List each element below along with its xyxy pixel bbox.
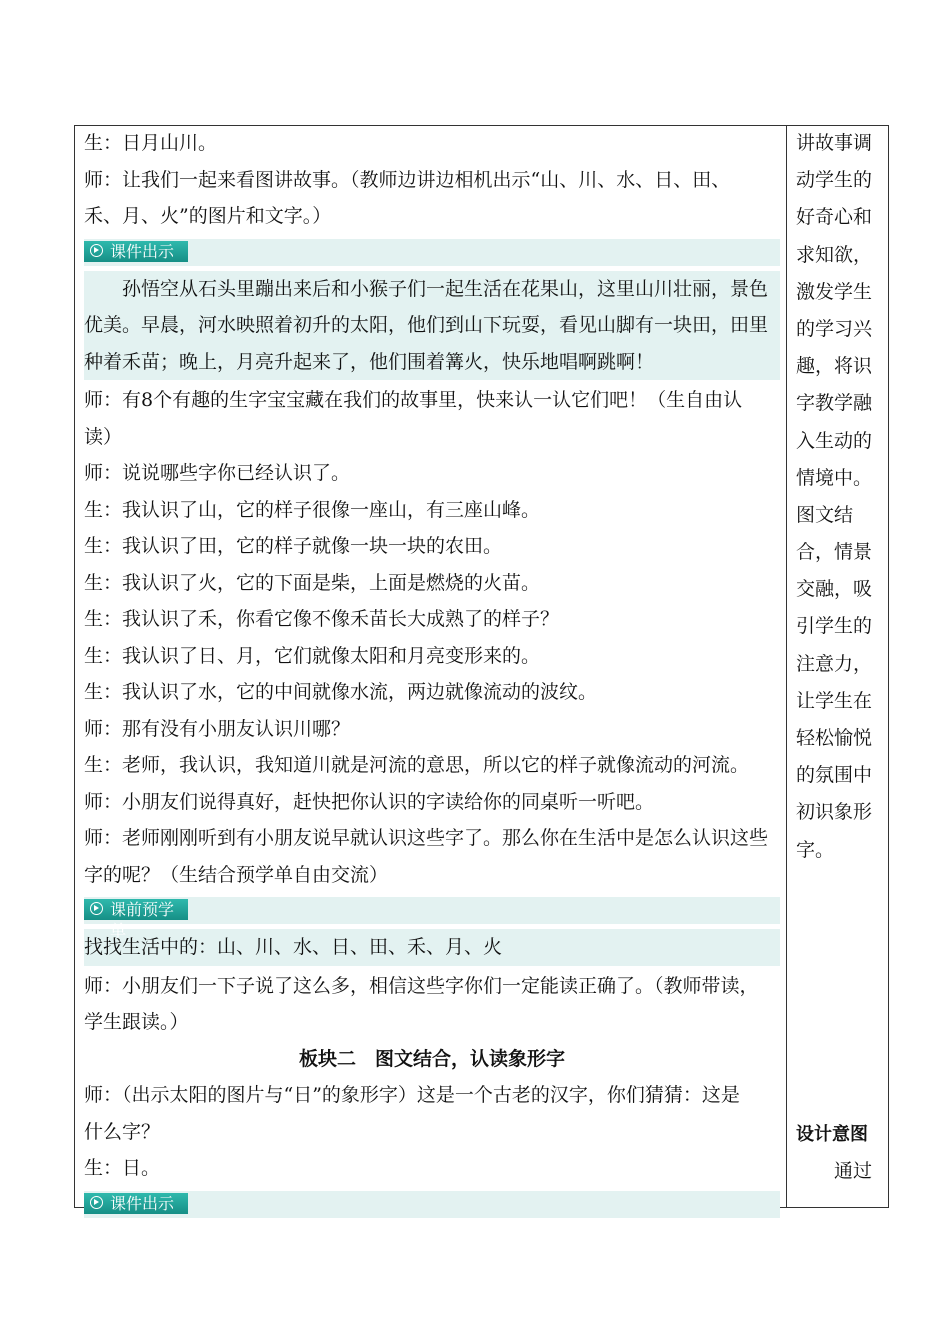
preview-sheet-tag [84, 899, 188, 940]
column-divider [786, 125, 787, 1208]
text-line: 生：日月山川。 [84, 132, 218, 154]
text-line: 师：（出示太阳的图片与“日”的象形字）这是一个古老的汉字，你们猜猜：这是 [84, 1084, 740, 1106]
side-line: 注意力， [796, 652, 873, 675]
side-line: 激发学生 [796, 280, 873, 303]
text-line: 师：让我们一起来看图讲故事。（教师边讲边相机出示“山、川、水、日、田、 [84, 168, 731, 191]
dialogue-block-4 [84, 1077, 780, 1187]
courseware-header [84, 239, 780, 266]
side-line: 引学生的 [796, 615, 873, 638]
side-line: 图文结 [796, 503, 854, 526]
courseware-tag [84, 1193, 188, 1214]
side-line: 通过 [834, 1160, 873, 1182]
text-line: 师：小朋友们一下子说了这么多，相信这些字你们一定能读正确了。（教师带读， [84, 974, 759, 997]
text-line: 师：那有没有小朋友认识川哪？ [84, 717, 351, 740]
story-box [84, 271, 780, 381]
side-line: 入生动的 [796, 429, 873, 452]
courseware-tag [84, 241, 188, 262]
dialogue-block-2 [84, 382, 780, 893]
design-intent-title: 设计意图 [796, 1124, 868, 1145]
preview-box [84, 929, 780, 966]
text-line: 生：我认识了山，它的样子很像一座山，有三座山峰。 [84, 498, 541, 521]
side-line: 字教学融 [796, 392, 873, 415]
dialogue-block-3 [84, 968, 780, 1041]
side-line: 求知欲， [796, 243, 873, 266]
side-line: 让学生在 [796, 689, 873, 712]
text-line: 学生跟读。） [84, 1011, 189, 1033]
courseware-header [84, 1191, 780, 1218]
side-line: 讲故事调 [796, 132, 873, 154]
text-line: 师：小朋友们说得真好，赶快把你认识的字读给你的同桌听一听吧。 [84, 790, 655, 813]
preview-line: 找找生活中的：山、川、水、日、田、禾、月、火 [84, 936, 503, 958]
text-line: 生：我认识了水，它的中间就像水流，两边就像流动的波纹。 [84, 681, 598, 703]
text-line: 什么字？ [84, 1120, 161, 1143]
tag-label: 课件出示 [110, 1193, 175, 1213]
main-column [84, 125, 780, 1223]
side-line: 趣，将识 [796, 355, 873, 378]
tag-label: 课前预学单 [110, 900, 175, 940]
text-line: 读） [84, 425, 123, 448]
text-line: 生：我认识了日、月，它们就像太阳和月亮变形来的。 [84, 644, 541, 667]
side-line: 合，情景 [796, 541, 873, 564]
text-line: 字的呢？（生结合预学单自由交流） [84, 863, 389, 886]
play-icon [90, 1196, 103, 1209]
text-line: 禾、月、火”的图片和文字。） [84, 205, 332, 227]
dialogue-block-1 [84, 125, 780, 235]
text-line: 生：老师，我认识，我知道川就是河流的意思，所以它的样子就像流动的河流。 [84, 754, 750, 776]
text-line: 师：老师刚刚听到有小朋友说早就认识这些字了。那么你在生活中是怎么认识这些 [84, 827, 769, 849]
play-icon [90, 244, 103, 257]
tag-label: 课件出示 [110, 241, 175, 261]
play-icon [90, 902, 103, 915]
text-line: 生：日。 [84, 1157, 161, 1179]
section-title: 板块二 图文结合，认读象形字 [298, 1047, 565, 1070]
text-line: 生：我认识了田，它的样子就像一块一块的农田。 [84, 535, 503, 557]
story-line: 优美。早晨，河水映照着初升的太阳，他们到山下玩耍，看见山脚有一块田，田里 [84, 314, 769, 336]
side-line: 情境中。 [796, 466, 873, 489]
text-line: 生：我认识了禾，你看它像不像禾苗长大成熟了的样子？ [84, 608, 560, 630]
story-line: 孙悟空从石头里蹦出来后和小猴子们一起生活在花果山，这里山川壮丽，景色 [122, 277, 769, 300]
side-line: 轻松愉悦 [796, 727, 873, 749]
side-line: 交融，吸 [796, 578, 873, 601]
preview-sheet-header [84, 897, 780, 940]
side-line: 字。 [796, 838, 835, 861]
side-line: 的学习兴 [796, 317, 873, 340]
side-line: 初识象形 [796, 801, 873, 824]
text-line: 师：有8个有趣的生字宝宝藏在我们的故事里，快来认一认它们吧！（生自由认 [84, 389, 743, 411]
side-line: 的氛围中 [796, 764, 873, 787]
side-line: 动学生的 [796, 169, 873, 192]
story-line: 种着禾苗；晚上，月亮升起来了，他们围着篝火，快乐地唱啊跳啊！ [84, 350, 655, 373]
text-line: 生：我认识了火，它的下面是柴，上面是燃烧的火苗。 [84, 571, 541, 594]
design-intent-column [796, 125, 880, 869]
text-line: 师：说说哪些字你已经认识了。 [84, 462, 351, 484]
side-line: 好奇心和 [796, 206, 873, 229]
